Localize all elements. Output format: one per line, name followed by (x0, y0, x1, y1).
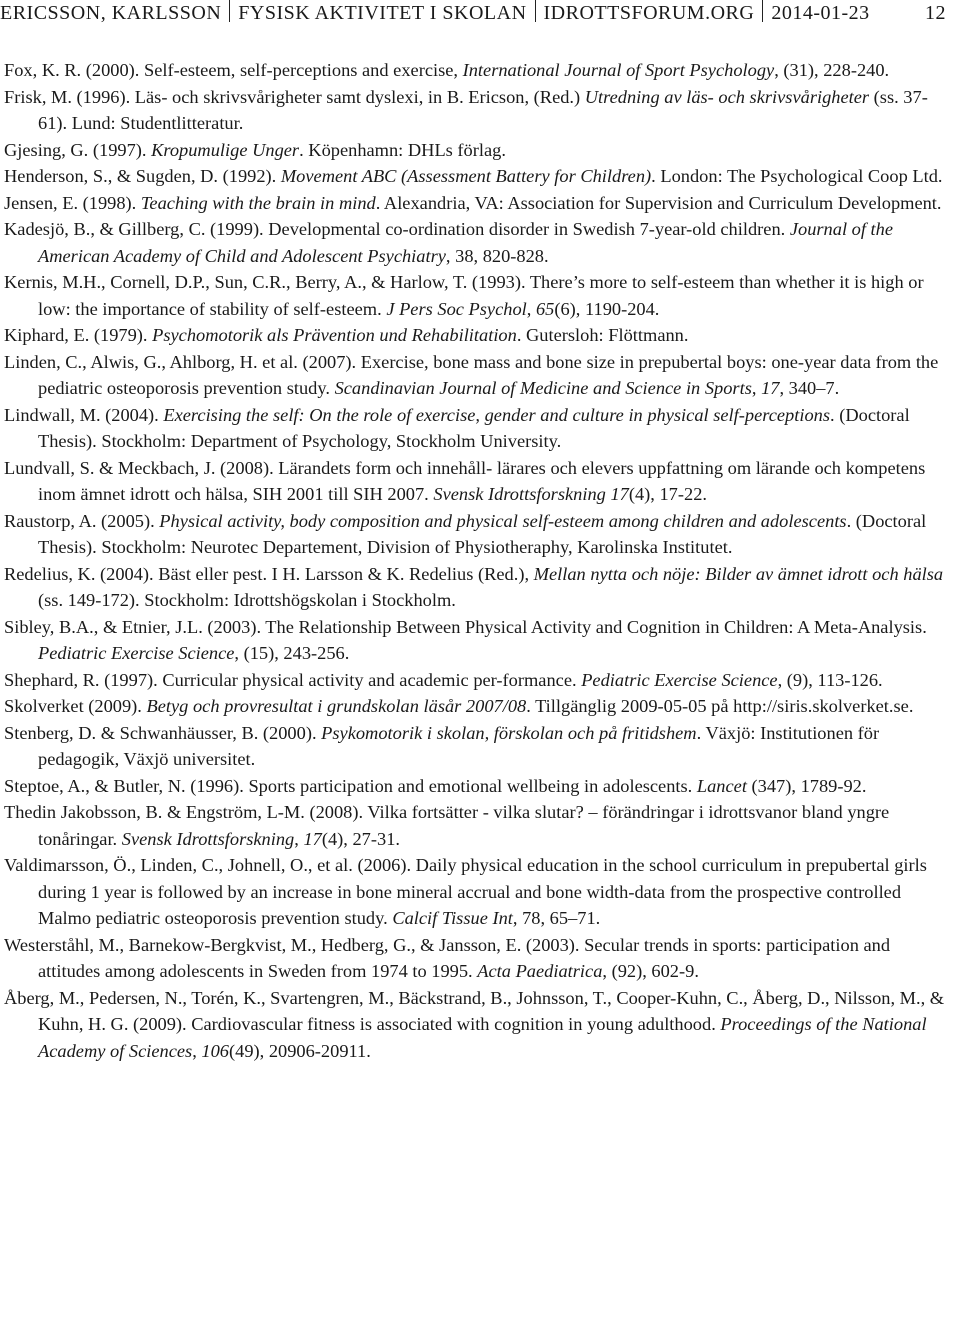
reference-italic-text: Calcif Tissue Int (392, 908, 513, 928)
reference-italic-text: Svensk Idrottsforskning 17 (433, 484, 629, 504)
reference-text: (ss. 37-61). Lund: Studentlitteratur. (38, 86, 928, 133)
reference-italic-text: Utredning av läs- och skrivsvårigheter (584, 86, 870, 107)
reference-text: Åberg, M., Pedersen, N., Torén, K., Svartengren, M., Bäckstrand, B., Johnsson, T., Cooper-Kuhn, C., Åberg, D., Nilsson, M., & Kuhn, H. G. (2009). Cardiovascular fitness is associated with cognition in young adulthood. (4, 987, 945, 1034)
reference-entry (4, 190, 956, 217)
reference-entry (4, 455, 956, 508)
reference-text: Gjesing, G. (1997). (4, 139, 152, 160)
header-divider (762, 0, 763, 22)
reference-entry (4, 84, 956, 137)
reference-text: , 340–7. (779, 378, 840, 398)
reference-text: . (Doctoral Thesis). Stockholm: Department of Psychology, Stockholm University. (38, 404, 910, 451)
reference-italic-text: Scandinavian Journal of Medicine and Science in Sports (334, 378, 752, 398)
reference-text: (347), 1789-92. (746, 775, 867, 796)
reference-text: Stenberg, D. & Schwanhäusser, B. (2000). (4, 722, 322, 743)
reference-text: Kernis, M.H., Cornell, D.P., Sun, C.R., Berry, A., & Harlow, T. (1993). There’s more to self-esteem than whether it is high or low: the importance of stability of self-esteem. (4, 272, 924, 319)
reference-text: Shephard, R. (1997). Curricular physical activity and academic per-formance. (4, 669, 582, 690)
reference-text: Thedin Jakobsson, B. & Engström, L-M. (2008). Vilka fortsätter - vilka slutar? – förändringar i idrottsvanor bland yngre tonåringar. (4, 802, 890, 849)
reference-text: (49), 20906-20911. (229, 1040, 371, 1061)
header-divider (229, 0, 230, 22)
reference-text: Steptoe, A., & Butler, N. (1996). Sports participation and emotional wellbeing in adolescents. (4, 775, 697, 796)
reference-italic-text: 17 (761, 378, 780, 398)
reference-text: Lundvall, S. & Meckbach, J. (2008). Lärandets form och innehåll- lärares och elevers uppfattning om lärande och kompetens inom ämnet idrott och hälsa, SIH 2001 till SIH 2007. (4, 457, 926, 504)
reference-text: Henderson, S., & Sugden, D. (1992). (4, 166, 281, 186)
reference-entry (4, 932, 956, 985)
reference-entry (4, 561, 956, 614)
reference-entry (4, 985, 956, 1065)
reference-italic-text: Journal of the American Academy of Child and Adolescent Psychiatry (38, 219, 894, 266)
reference-italic-text: Physical activity, body composition and physical self-esteem among children and adolescents (159, 510, 847, 531)
reference-italic-text: International Journal of Sport Psychology (462, 60, 775, 80)
reference-italic-text: Betyg och provresultat i grundskolan läsår 2007/08 (146, 696, 527, 716)
header-site: IDROTTSFORUM.ORG (543, 2, 755, 24)
reference-text: . Alexandria, VA: Association for Supervision and Curriculum Development. (375, 192, 942, 213)
reference-italic-text: Teaching with the brain in mind (140, 192, 376, 213)
reference-text: . Växjö: Institutionen för pedagogik, Växjö universitet. (38, 722, 880, 769)
reference-entry (4, 773, 956, 800)
reference-italic-text: Pediatric Exercise Science (38, 643, 235, 663)
reference-italic-text: 65 (535, 298, 555, 319)
reference-text: , 78, 65–71. (512, 908, 601, 928)
reference-italic-text: Proceedings of the National Academy of Sciences (38, 1014, 927, 1061)
reference-text: Raustorp, A. (2005). (4, 510, 160, 531)
reference-italic-text: Psykomotorik i skolan, förskolan och på fritidshem (321, 722, 697, 743)
reference-entry (4, 137, 956, 164)
reference-text: . London: The Psychological Coop Ltd. (651, 166, 943, 186)
reference-italic-text: Psychomotorik als Prävention und Rehabilitation (152, 325, 517, 345)
reference-text: , 38, 820-828. (445, 245, 549, 266)
reference-entry (4, 667, 956, 694)
reference-text: , (192, 1040, 202, 1061)
reference-text: Linden, C., Alwis, G., Ahlborg, H. et al. (2007). Exercise, bone mass and bone size in prepubertal boys: one-year data from the pediatric osteoporosis prevention study. (4, 351, 939, 398)
reference-text: Fox, K. R. (2000). Self-esteem, self-perceptions and exercise, (4, 60, 463, 80)
reference-italic-text: Acta Paediatrica (477, 961, 603, 981)
reference-entry (4, 163, 956, 190)
header-date: 2014-01-23 (771, 2, 870, 24)
reference-entry (4, 799, 956, 852)
reference-text: Redelius, K. (2004). Bäst eller pest. I H. Larsson & K. Redelius (Red.), (4, 563, 534, 584)
reference-text: Valdimarsson, Ö., Linden, C., Johnell, O., et al. (2006). Daily physical education in the school curriculum in prepubertal girls during 1 year is followed by an increase in bone mineral accrual and bone width-data from the prospective controlled Malmo pediatric osteoporosis prevention study. (4, 855, 927, 928)
reference-italic-text: 17 (303, 828, 322, 849)
reference-text: Frisk, M. (1996). Läs- och skrivsvårigheter samt dyslexi, in B. Ericson, (Red.) (4, 86, 585, 107)
reference-italic-text: 106 (201, 1040, 229, 1061)
reference-text: , (294, 828, 304, 849)
reference-text: Skolverket (2009). (4, 696, 147, 716)
reference-italic-text: J Pers Soc Psychol (386, 298, 527, 319)
reference-italic-text: Exercising the self: On the role of exercise, gender and culture in physical self-perceptions (163, 404, 831, 425)
reference-entry (4, 852, 956, 932)
header-divider (535, 0, 536, 22)
reference-text: . Gutersloh: Flöttmann. (516, 325, 689, 345)
reference-italic-text: Pediatric Exercise Science (581, 669, 778, 690)
reference-text: . Köpenhamn: DHLs förlag. (299, 139, 506, 160)
reference-text: , (751, 378, 762, 398)
reference-list (4, 57, 956, 1064)
reference-italic-text: Mellan nytta och nöje: Bilder av ämnet idrott och hälsa (533, 563, 944, 584)
reference-entry (4, 614, 956, 667)
reference-entry (4, 57, 956, 84)
reference-entry (4, 693, 956, 720)
reference-entry (4, 269, 956, 322)
reference-text: , (526, 298, 536, 319)
reference-text: Lindwall, M. (2004). (4, 404, 164, 425)
reference-text: (ss. 149-172). Stockholm: Idrottshögskolan i Stockholm. (38, 590, 456, 610)
reference-text: . Tillgänglig 2009-05-05 på http://siris.skolverket.se. (526, 696, 914, 716)
reference-italic-text: Lancet (696, 775, 747, 796)
reference-text: Kadesjö, B., & Gillberg, C. (1999). Developmental co-ordination disorder in Swedish 7-year-old children. (4, 219, 790, 239)
reference-italic-text: Movement ABC (Assessment Battery for Children) (280, 166, 652, 186)
reference-entry (4, 720, 956, 773)
reference-entry (4, 508, 956, 561)
page-header (0, 0, 952, 26)
reference-entry (4, 402, 956, 455)
reference-text: Kiphard, E. (1979). (4, 325, 153, 345)
page-number: 12 (925, 2, 946, 24)
reference-text: , (9), 113-126. (777, 669, 883, 690)
reference-text: (6), 1190-204. (554, 298, 660, 319)
reference-italic-text: Svensk Idrottsforskning (121, 828, 295, 849)
header-authors: ERICSSON, KARLSSON (0, 2, 222, 24)
reference-text: (4), 17-22. (628, 484, 707, 504)
reference-text: , (92), 602-9. (602, 961, 699, 981)
reference-entry (4, 322, 956, 349)
reference-text: Westerståhl, M., Barnekow-Bergkvist, M., Hedberg, G., & Jansson, E. (2003). Secular trends in sports: participation and attitudes among adolescents in Sweden from 1974 to 1995. (4, 934, 891, 981)
reference-text: , (15), 243-256. (234, 643, 350, 663)
reference-text: Sibley, B.A., & Etnier, J.L. (2003). The Relationship Between Physical Activity and Cognition in Children: A Meta-Analysis. (4, 616, 927, 637)
reference-italic-text: Kropumulige Unger (151, 139, 300, 160)
reference-text: , (31), 228-240. (774, 60, 890, 80)
reference-text: (4), 27-31. (321, 828, 400, 849)
header-title: FYSISK AKTIVITET I SKOLAN (238, 2, 527, 24)
reference-entry (4, 216, 956, 269)
reference-entry (4, 349, 956, 402)
reference-text: . (Doctoral Thesis). Stockholm: Neurotec Departement, Division of Physiotheraphy, Karolinska Institutet. (38, 510, 927, 557)
reference-text: Jensen, E. (1998). (4, 192, 141, 213)
